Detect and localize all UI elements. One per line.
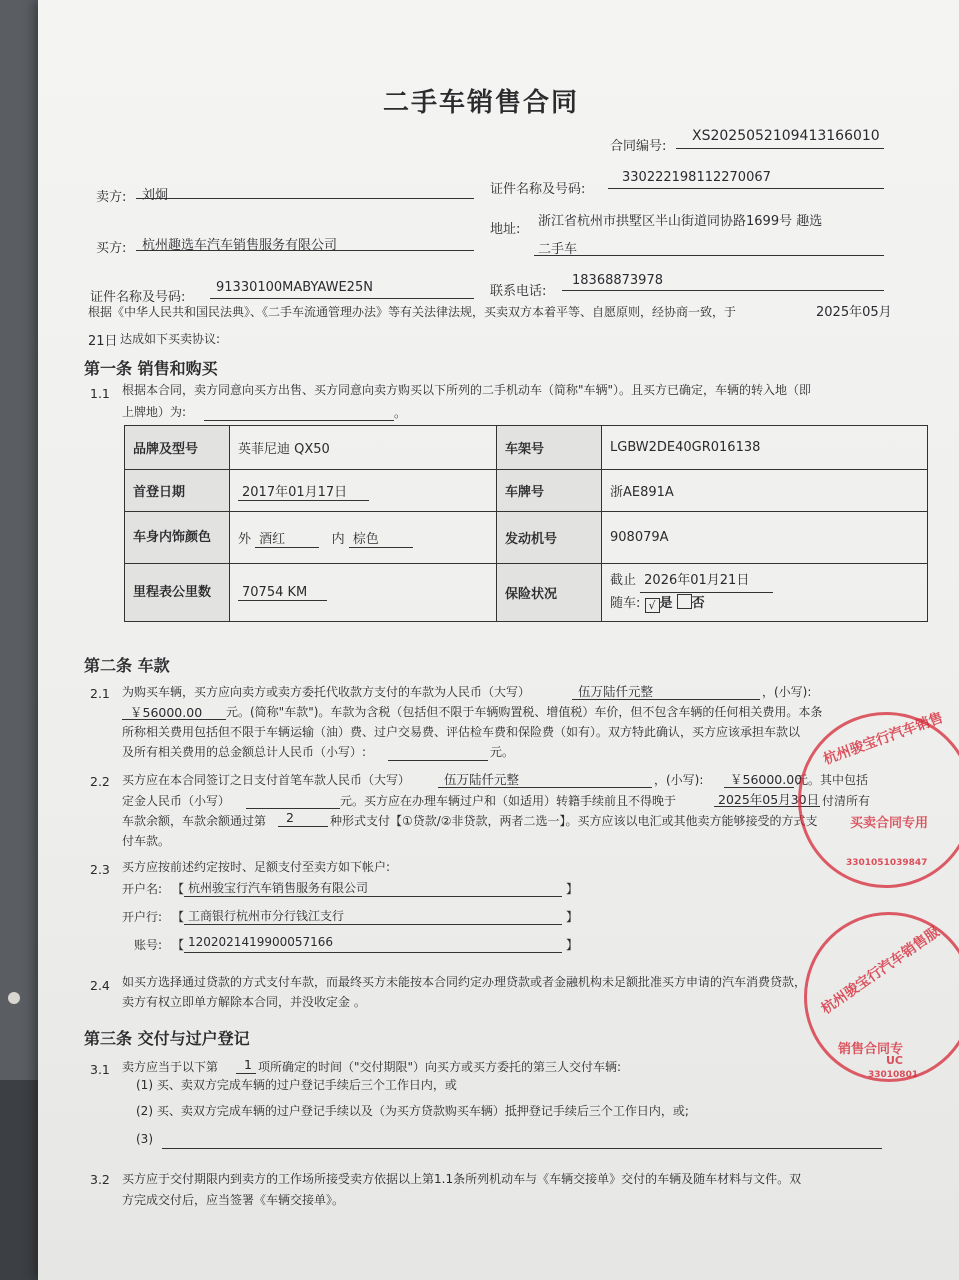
yes-label: 是 (659, 596, 673, 611)
clause-3-1-num: 3.1 (90, 1062, 110, 1077)
clause-2-1-amount: ￥56000.00 (130, 705, 203, 720)
color-in-value: 棕色 (349, 528, 413, 548)
plate-value: 浙AE891A (602, 470, 928, 512)
clause-2-1-amount-cn: 伍万陆仟元整 (578, 684, 654, 699)
brand-label: 品牌及型号 (125, 426, 230, 470)
clause-2-1-a: 为购买车辆，买方应向卖方或卖方委托代收款方支付的车款为人民币（大写） (122, 685, 531, 699)
mileage-label: 里程表公里数 (125, 564, 230, 622)
reg-date-label: 首登日期 (125, 470, 230, 512)
address-label: 地址: (490, 222, 521, 237)
color-out-value: 酒红 (255, 528, 319, 548)
clause-1-1-num: 1.1 (90, 386, 110, 401)
seller-name: 刘炯 (142, 188, 169, 203)
clause-2-2-e: 付清所有 (822, 794, 871, 808)
reg-date-value: 2017年01月17日 (238, 481, 369, 501)
with-car-label: 随车: (610, 596, 641, 611)
color-label: 车身内饰颜色 (125, 512, 230, 564)
clause-2-2-c: 定金人民币（小写） (122, 794, 231, 808)
clause-2-2-b: 元。其中包括 (796, 773, 869, 787)
clause-2-2-date: 2025年05月30日 (718, 792, 820, 807)
clause-2-4-num: 2.4 (90, 978, 110, 993)
clause-3-2-a: 买方应于交付期限内到卖方的工作场所接受卖方依据以上第1.1条所列机动车与《车辆交接单》交付的车辆及随车材料与文件。双 (122, 1172, 802, 1186)
buyer-id-label: 证件名称及号码: (90, 290, 186, 305)
address-line1: 浙江省杭州市拱墅区半山街道同协路1699号 趣选 (538, 214, 823, 229)
clause-3-1-opt2: (2) 买、卖双方完成车辆的过户登记手续以及（为买方贷款购买车辆）抵押登记手续后三个工作日内，或; (136, 1104, 689, 1118)
seal-stamp-1-sub: 买卖合同专用 (850, 816, 929, 831)
plate-label: 车牌号 (497, 470, 602, 512)
contract-no-label: 合同编号: (610, 139, 667, 154)
seal-stamp-1-text: 杭州骏宝行汽车销售 (821, 709, 946, 769)
preamble-date-2: 21日 (88, 334, 118, 349)
seal-stamp-1-code: 3301051039847 (846, 858, 928, 868)
account-no-value: 1202021419900057166 (188, 935, 334, 949)
buyer-name: 杭州趣选车汽车销售服务有限公司 (142, 238, 338, 253)
bracket-close-1: 】 (566, 882, 579, 896)
engine-label: 发动机号 (497, 512, 602, 564)
preamble-text-2: 达成如下买卖协议: (120, 332, 221, 346)
clause-2-2-f: 车款余额，车款余额通过第 (122, 814, 267, 828)
seller-id-label: 证件名称及号码: (490, 182, 586, 197)
vin-label: 车架号 (497, 426, 602, 470)
phone-value: 18368873978 (572, 273, 663, 288)
color-in-label: 内 (331, 531, 345, 547)
buyer-label: 买方: (96, 241, 127, 256)
preamble-text: 根据《中华人民共和国民法典》、《二手车流通管理办法》等有关法律法规，买卖双方本着平等、自愿原则，经协商一致，于 (88, 305, 737, 319)
bracket-close-3: 】 (566, 938, 579, 952)
clause-1-1-end: 。 (394, 405, 407, 420)
article-3-title: 第三条 交付与过户登记 (84, 1029, 250, 1048)
clause-2-2-small-label: ，(小写): (654, 773, 704, 787)
insurance-until-label: 截止 (610, 573, 637, 588)
phone-label: 联系电话: (490, 284, 547, 299)
clause-2-3-a: 买方应按前述约定按时、足额支付至卖方如下帐户: (122, 860, 391, 874)
engine-value: 908079A (602, 512, 928, 564)
document-title: 二手车销售合同 (383, 88, 580, 118)
clause-2-1-e: 元。 (490, 745, 515, 759)
vehicle-info-table (124, 425, 928, 622)
seal-stamp-2-sub: 销售合同专 (838, 1042, 904, 1057)
clause-2-3-num: 2.3 (90, 862, 110, 877)
clause-2-2-h: 付车款。 (122, 834, 171, 848)
article-1-title: 第一条 销售和购买 (84, 359, 218, 378)
seal-stamp-2-uc: UC (886, 1054, 904, 1067)
bank-value: 工商银行杭州市分行钱江支行 (188, 909, 345, 923)
clause-3-1-item: 1 (244, 1057, 252, 1072)
clause-3-1-opt1: (1) 买、卖双方完成车辆的过户登记手续后三个工作日内，或 (136, 1078, 457, 1092)
account-no-label: 账号: (134, 938, 163, 952)
no-checkbox[interactable] (677, 594, 692, 609)
clause-2-2-d: 元。买方应在办理车辆过户和（如适用）转籍手续前且不得晚于 (340, 794, 677, 808)
clause-2-4-a: 如买方选择通过贷款的方式支付车款，而最终买方未能按本合同约定办理贷款或者金融机构未足额批准买方申请的汽车消费贷款， (122, 975, 807, 989)
bracket-close-2: 】 (566, 910, 579, 924)
clause-3-1-opt3: (3) (136, 1132, 153, 1146)
clause-2-1-d: 及所有相关费用的总金额总计人民币（小写）: (122, 745, 367, 759)
desk-object (8, 992, 20, 1004)
contract-no-value: XS2025052109413166010 (692, 128, 880, 144)
seal-stamp-2-code: 33010801 (868, 1070, 919, 1080)
clause-2-1-c: 所称相关费用包括但不限于车辆运输（油）费、过户交易费、评估检车费和保险费（如有）。双方特此确认，买方应该承担车款以 (122, 725, 801, 739)
article-2-title: 第二条 车款 (84, 656, 170, 675)
clause-2-2-amount-cn: 伍万陆仟元整 (444, 772, 520, 787)
buyer-id-value: 91330100MABYAWE25N (216, 280, 373, 295)
address-line2: 二手车 (538, 242, 578, 257)
contract-page (38, 0, 959, 1280)
seller-id-value: 330222198112270067 (622, 170, 771, 185)
clause-3-1-b: 项所确定的时间（"交付期限"）向买方或买方委托的第三人交付车辆: (258, 1060, 622, 1074)
insurance-until-value: 2026年01月21日 (640, 570, 773, 593)
clause-2-2-g: 种形式支付【①贷款/②非贷款，两者二选一】。买方应该以电汇或其他卖方能够接受的方式支 (330, 814, 818, 828)
clause-2-2-type: 2 (286, 810, 294, 825)
bracket-open-1: 【 (172, 882, 185, 896)
clause-2-2-num: 2.2 (90, 774, 110, 789)
clause-3-2-b: 方完成交付后，应当签署《车辆交接单》。 (122, 1193, 345, 1207)
yes-checkbox[interactable]: √ (645, 598, 660, 613)
vin-value: LGBW2DE40GR016138 (602, 426, 928, 470)
clause-3-1-a: 卖方应当于以下第 (122, 1060, 219, 1074)
clause-2-1-small-label: ，(小写): (762, 685, 812, 699)
clause-2-2-a: 买方应在本合同签订之日支付首笔车款人民币（大写） (122, 773, 411, 787)
clause-1-1-text-b: 上牌地）为: (122, 405, 187, 419)
brand-value: 英菲尼迪 QX50 (230, 426, 497, 470)
bracket-open-3: 【 (172, 938, 185, 952)
account-name-label: 开户名: (122, 882, 163, 896)
account-name-value: 杭州骏宝行汽车销售服务有限公司 (188, 881, 369, 895)
clause-2-1-b: 元。(简称"车款")。车款为含税（包括但不限于车辆购置税、增值税）车价，但不包含车辆的任何相关费用。本条 (226, 705, 823, 719)
bracket-open-2: 【 (172, 910, 185, 924)
clause-2-1-num: 2.1 (90, 686, 110, 701)
bank-label: 开户行: (122, 910, 163, 924)
no-label: 否 (691, 596, 705, 611)
clause-1-1-text: 根据本合同，卖方同意向买方出售、买方同意向卖方购买以下所列的二手机动车（简称"车辆"）。且买方已确定，车辆的转入地（即 (122, 383, 812, 397)
clause-2-4-b: 卖方有权立即单方解除本合同，并没收定金 。 (122, 995, 366, 1009)
seller-label: 卖方: (96, 190, 127, 205)
clause-3-2-num: 3.2 (90, 1172, 110, 1187)
insurance-label: 保险状况 (497, 564, 602, 622)
color-out-label: 外 (238, 531, 252, 547)
preamble-date-1: 2025年05月 (816, 305, 892, 320)
seal-stamp-2-text: 杭州骏宝行汽车销售服 (818, 924, 943, 1018)
mileage-value: 70754 KM (238, 585, 327, 601)
clause-2-2-amount: ￥56000.00 (730, 772, 803, 787)
